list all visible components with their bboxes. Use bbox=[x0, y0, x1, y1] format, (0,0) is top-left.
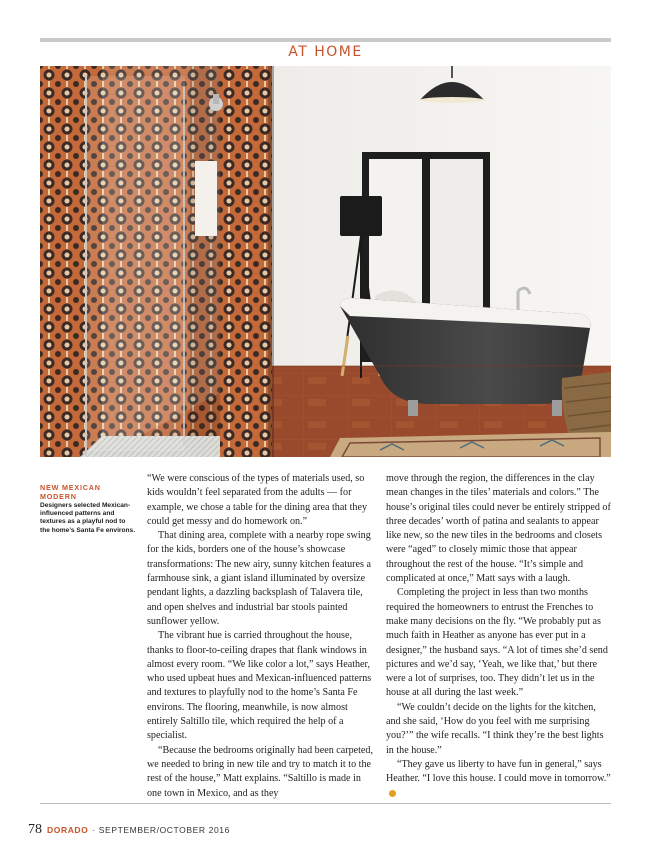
paragraph: That dining area, complete with a nearby rope swing for the kids, borders one of the house’s showcase transformations: The new airy, sunny kitchen features a farmhouse sink, a giant island illuminated by oversize pendant lights, a dazzling backsplash of Talavera tile, and open shelves and industrial bar stools painted sunflower yellow. bbox=[147, 530, 371, 627]
caption-body: Designers selected Mexican-influenced patterns and textures as a playful nod to the home’s Santa Fe environs. bbox=[40, 502, 136, 534]
top-rule bbox=[40, 38, 611, 42]
section-title: AT HOME bbox=[288, 44, 363, 60]
caption-heading: NEW MEXICAN MODERN bbox=[40, 483, 101, 501]
end-mark-icon bbox=[389, 790, 396, 797]
page-footer bbox=[28, 822, 230, 838]
paragraph: The vibrant hue is carried throughout the house, thanks to floor-to-ceiling drapes that flank windows in almost every room. “We like color a lot,” says Heather, who used upbeat hues and Mexican-influenced patterns and textures to playfully nod to the home’s Santa Fe environs. The flooring, meanwhile, is now almost entirely Saltillo tile, which required the help of a specialist. bbox=[147, 630, 372, 742]
paragraph: Completing the project in less than two months required the homeowners to entrust the Frenches to make many decisions on the fly. “We probably put as much faith in Heather as anyone has ever put in a designer,” the husband says. “A lot of times she’d send pictures and we’d say, ‘Yeah, we like that,’ but there were a lot of surprises, too. They didn’t let us in the house at all during the last week.” bbox=[386, 587, 608, 699]
page-number: 78 bbox=[28, 822, 42, 837]
paragraph-final bbox=[386, 758, 612, 801]
article-column-1 bbox=[147, 472, 373, 801]
bottom-rule bbox=[40, 803, 611, 804]
bathroom-photo bbox=[40, 66, 611, 457]
paragraph: move through the region, the differences in the clay mean changes in the tiles’ materials and colors.” The house’s original tiles could never be entirely stripped of three decades’ worth of patina and sealants to appear like new, so the new tiles in the bedrooms and closets were “aged” to closely mimic those that appear throughout the rest of the house. “It’s simple and complicated at once,” Matt says with a laugh. bbox=[386, 473, 611, 585]
paragraph: “Because the bedrooms originally had been carpeted, we needed to bring in new tile and try to match it to the rest of the house,” Matt explains. “Saltillo is made in one town in Mexico, and as they bbox=[147, 744, 373, 799]
magazine-name: DORADO bbox=[47, 825, 89, 835]
paragraph: “We were conscious of the types of materials used, so kids wouldn’t feel separated from the adults — for example, we chose a table for the dining area that they could get messy and do homework on.” bbox=[147, 473, 368, 527]
paragraph: “We couldn’t decide on the lights for the kitchen, and she said, ‘How do you feel with me surprising you?’” the wife recalls. “I think they’re the best lights in the house.” bbox=[386, 701, 604, 756]
issue-date: · SEPTEMBER/OCTOBER 2016 bbox=[92, 825, 230, 835]
final-paragraph-text: “They gave us liberty to have fun in general,” says Heather. “I love this house. I could move in tomorrow.” bbox=[386, 758, 611, 785]
article-column-2 bbox=[386, 472, 612, 801]
photo-caption bbox=[40, 483, 136, 535]
